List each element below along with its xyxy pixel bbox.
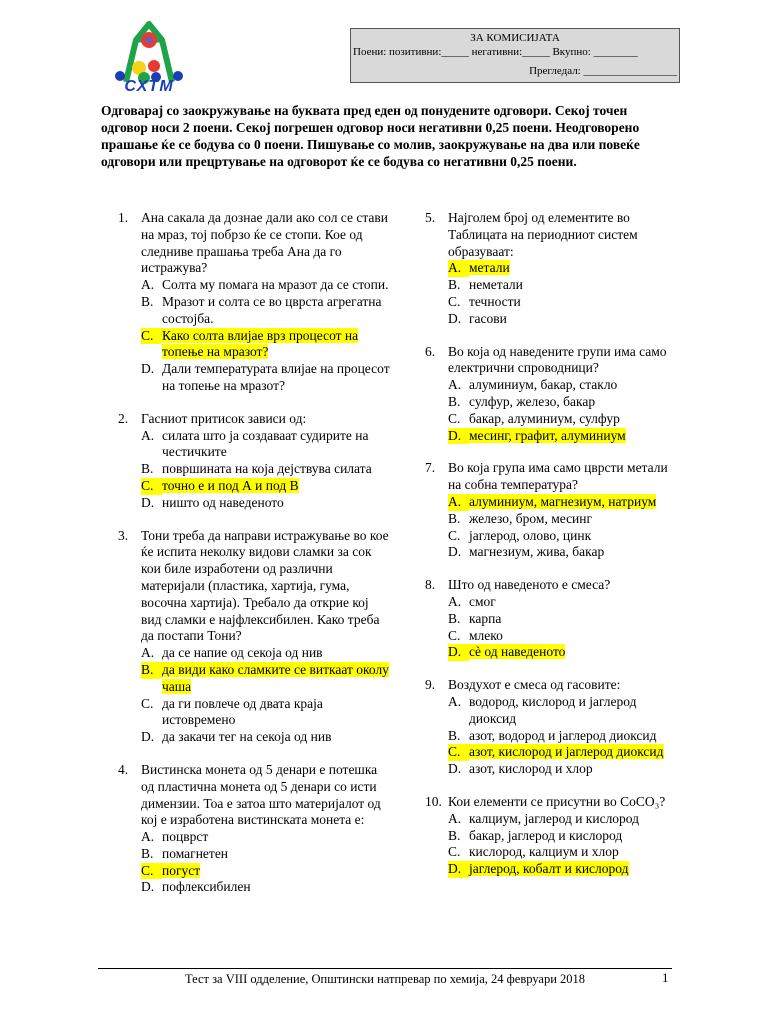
option-letter: B. bbox=[448, 393, 461, 409]
footer-text: Тест за VIII одделение, Општински натпревар по хемија, 24 февруари 2018 bbox=[184, 972, 586, 986]
question-text: Што од наведеното е смеса? bbox=[448, 577, 611, 593]
option-letter: C. bbox=[141, 863, 162, 880]
option-text: сулфур, железо, бакар bbox=[469, 393, 596, 409]
option-text-wrap bbox=[162, 846, 390, 863]
option-letter: D. bbox=[448, 428, 469, 445]
answer-option[interactable] bbox=[448, 828, 683, 845]
option-letter: D. bbox=[448, 544, 462, 560]
option-text-wrap bbox=[469, 594, 683, 611]
answer-option[interactable] bbox=[448, 728, 683, 745]
option-letter: D. bbox=[448, 310, 462, 326]
option-letter: A. bbox=[448, 693, 462, 709]
option-text-wrap bbox=[469, 260, 683, 277]
option-text-wrap bbox=[162, 328, 390, 362]
question bbox=[118, 411, 390, 512]
option-text: метали bbox=[469, 260, 510, 276]
option-letter: B. bbox=[448, 277, 461, 293]
option-text: алуминиум, бакар, стакло bbox=[469, 377, 618, 393]
option-text: азот, кислород и јаглерод диоксид bbox=[469, 744, 664, 760]
question-stem bbox=[425, 210, 683, 260]
option-text-wrap bbox=[469, 511, 683, 528]
answer-option[interactable] bbox=[448, 311, 683, 328]
option-text: месинг, графит, алуминиум bbox=[469, 427, 626, 443]
commission-reviewer-row: Прегледал: _________________ bbox=[529, 65, 677, 77]
answer-options bbox=[448, 811, 683, 878]
option-text-wrap bbox=[162, 361, 390, 395]
option-text-wrap bbox=[162, 294, 390, 328]
option-letter: D. bbox=[141, 361, 155, 377]
question bbox=[118, 762, 390, 896]
question bbox=[425, 460, 683, 561]
page-number: 1 bbox=[662, 970, 669, 985]
commission-box bbox=[350, 28, 680, 83]
option-text-wrap bbox=[162, 729, 390, 746]
question-number: 3. bbox=[118, 527, 129, 543]
option-text: течности bbox=[469, 293, 521, 309]
answer-option[interactable] bbox=[448, 628, 683, 645]
answer-option[interactable] bbox=[448, 744, 683, 761]
option-letter: C. bbox=[448, 527, 461, 543]
question-number: 2. bbox=[118, 410, 129, 426]
answer-option[interactable] bbox=[141, 846, 390, 863]
option-text-wrap bbox=[162, 645, 390, 662]
answer-options bbox=[448, 594, 683, 661]
question-number: 9. bbox=[425, 677, 436, 693]
option-text: кислород, калциум и хлор bbox=[469, 844, 619, 860]
option-letter: B. bbox=[141, 293, 154, 309]
question-stem bbox=[118, 528, 390, 646]
question bbox=[425, 794, 683, 878]
answer-option[interactable] bbox=[141, 729, 390, 746]
question-text: Ана сакала да дознае дали ако сол се стави на мраз, тој побрзо ќе се стопи. Кое од следниве прашања треба Ана да го истражува? bbox=[141, 210, 388, 276]
option-letter: A. bbox=[448, 377, 462, 393]
question-stem bbox=[425, 794, 683, 811]
questions-left-column bbox=[118, 210, 390, 912]
answer-option[interactable] bbox=[448, 377, 683, 394]
answer-option[interactable] bbox=[448, 511, 683, 528]
option-text-wrap bbox=[469, 728, 683, 745]
option-text-wrap bbox=[469, 294, 683, 311]
answer-option[interactable] bbox=[141, 696, 390, 730]
answer-option[interactable] bbox=[448, 260, 683, 277]
question-number: 10. bbox=[425, 793, 442, 809]
answer-option[interactable] bbox=[141, 645, 390, 662]
question bbox=[425, 210, 683, 328]
option-letter: D. bbox=[141, 879, 155, 895]
option-text-wrap bbox=[162, 277, 390, 294]
option-text: погуст bbox=[162, 862, 201, 878]
question bbox=[425, 344, 683, 445]
option-letter: A. bbox=[141, 277, 155, 293]
option-text: да ги повлече од двата краја истовремено bbox=[162, 695, 323, 728]
answer-option[interactable] bbox=[141, 662, 390, 696]
answer-option[interactable] bbox=[141, 829, 390, 846]
question-text: Тони треба да направи истражување во кое ќе испита неколку видови сламки за сок кои биле изработени од различни материјали (пластика, хартија, гума, восочна хартија). Требало да открие кој вид сламки е најфлексибилен. Како треба да постапи Тони? bbox=[141, 527, 389, 644]
option-letter: A. bbox=[448, 810, 462, 826]
option-text: водород, кислород и јаглерод диоксид bbox=[469, 693, 637, 726]
answer-option[interactable] bbox=[448, 694, 683, 728]
option-text-wrap bbox=[469, 828, 683, 845]
question-stem bbox=[118, 762, 390, 829]
option-text-wrap bbox=[162, 829, 390, 846]
option-letter: B. bbox=[448, 510, 461, 526]
option-letter: C. bbox=[141, 695, 154, 711]
option-text: јаглерод, кобалт и кислород bbox=[469, 861, 629, 877]
option-text-wrap bbox=[162, 428, 390, 462]
question bbox=[425, 577, 683, 661]
answer-options bbox=[141, 645, 390, 746]
option-text: ништо од наведеното bbox=[162, 494, 284, 510]
question-number: 1. bbox=[118, 210, 129, 225]
option-letter: B. bbox=[448, 827, 461, 843]
question-stem bbox=[425, 577, 683, 594]
option-text-wrap bbox=[469, 628, 683, 645]
option-text: точно е и под А и под В bbox=[162, 477, 299, 493]
option-text-wrap bbox=[469, 394, 683, 411]
question-text: Кои елементи се присутни во CoCO₃? bbox=[448, 793, 666, 809]
option-letter: B. bbox=[141, 662, 162, 679]
answer-option[interactable] bbox=[141, 478, 390, 495]
option-letter: B. bbox=[141, 461, 154, 477]
answer-options bbox=[141, 277, 390, 395]
option-text: магнезиум, жива, бакар bbox=[469, 544, 605, 560]
answer-option[interactable] bbox=[141, 361, 390, 395]
answer-options bbox=[448, 377, 683, 444]
option-text-wrap bbox=[469, 377, 683, 394]
answer-option[interactable] bbox=[141, 277, 390, 294]
answer-option[interactable] bbox=[448, 811, 683, 828]
option-letter: B. bbox=[448, 727, 461, 743]
option-letter: A. bbox=[448, 260, 469, 277]
option-text-wrap bbox=[469, 694, 683, 728]
question-stem bbox=[118, 210, 390, 277]
questions-right-column bbox=[425, 210, 683, 894]
option-letter: D. bbox=[448, 761, 462, 777]
option-text: млеко bbox=[469, 627, 503, 643]
question-text: Гасниот притисок зависи од: bbox=[141, 410, 307, 426]
option-text-wrap bbox=[469, 644, 683, 661]
question-number: 8. bbox=[425, 577, 436, 593]
question bbox=[118, 528, 390, 746]
answer-option[interactable] bbox=[448, 294, 683, 311]
option-text-wrap bbox=[162, 495, 390, 512]
option-text-wrap bbox=[469, 611, 683, 628]
option-text-wrap bbox=[162, 696, 390, 730]
commission-title: ЗА КОМИСИЈАТА bbox=[470, 32, 560, 44]
answer-option[interactable] bbox=[448, 644, 683, 661]
answer-option[interactable] bbox=[448, 428, 683, 445]
option-text: да види како сламките се виткаат околу чаша bbox=[162, 661, 389, 694]
option-text-wrap bbox=[162, 879, 390, 896]
option-text: поцврст bbox=[162, 829, 209, 845]
commission-points-row: Поени: позитивни:_____ негативни:_____ Вкупно: ________ bbox=[353, 46, 638, 58]
question-text: Вистинска монета од 5 денари е потешка од пластична монета од 5 денари со исти димензии. Тоа е затоа што материјалот од кој е изработена вистинската монета е: bbox=[141, 761, 381, 828]
answer-option[interactable] bbox=[448, 761, 683, 778]
answer-options bbox=[448, 694, 683, 778]
answer-option[interactable] bbox=[141, 428, 390, 462]
option-letter: A. bbox=[141, 427, 155, 443]
option-text: гасови bbox=[469, 310, 507, 326]
answer-options bbox=[141, 428, 390, 512]
answer-option[interactable] bbox=[448, 394, 683, 411]
answer-option[interactable] bbox=[141, 879, 390, 896]
option-text-wrap bbox=[469, 277, 683, 294]
option-letter: A. bbox=[141, 829, 155, 845]
answer-option[interactable] bbox=[141, 294, 390, 328]
option-text: пофлексибилен bbox=[162, 879, 251, 895]
question-stem bbox=[118, 411, 390, 428]
option-letter: A. bbox=[141, 645, 155, 661]
question-stem bbox=[425, 677, 683, 694]
option-text: железо, бром, месинг bbox=[469, 510, 593, 526]
option-letter: C. bbox=[448, 744, 469, 761]
option-letter: D. bbox=[141, 494, 155, 510]
answer-option[interactable] bbox=[141, 328, 390, 362]
option-text-wrap bbox=[469, 861, 683, 878]
option-letter: A. bbox=[448, 494, 469, 511]
option-text: азот, кислород и хлор bbox=[469, 761, 593, 777]
option-letter: B. bbox=[448, 610, 461, 626]
option-letter: C. bbox=[141, 478, 162, 495]
answer-option[interactable] bbox=[448, 528, 683, 545]
question bbox=[118, 210, 390, 395]
option-text-wrap bbox=[162, 863, 390, 880]
option-text: да се напие од секоја од нив bbox=[162, 645, 323, 661]
question-number: 5. bbox=[425, 210, 436, 225]
question-stem bbox=[425, 344, 683, 378]
question-number: 4. bbox=[118, 761, 129, 777]
option-text-wrap bbox=[469, 844, 683, 861]
answer-option[interactable] bbox=[448, 277, 683, 294]
answer-option[interactable] bbox=[448, 544, 683, 561]
option-text: карпа bbox=[469, 610, 502, 626]
option-text-wrap bbox=[162, 478, 390, 495]
answer-option[interactable] bbox=[448, 494, 683, 511]
question-text: Воздухот е смеса од гасовите: bbox=[448, 677, 621, 693]
option-text: Солта му помага на мразот да се стопи. bbox=[162, 277, 389, 293]
option-text-wrap bbox=[162, 662, 390, 696]
answer-option[interactable] bbox=[141, 495, 390, 512]
answer-option[interactable] bbox=[448, 844, 683, 861]
logo-text: СХТМ bbox=[124, 78, 174, 95]
option-text-wrap bbox=[162, 461, 390, 478]
option-text: азот, водород и јаглерод диоксид bbox=[469, 727, 657, 743]
option-letter: A. bbox=[448, 593, 462, 609]
option-text-wrap bbox=[469, 411, 683, 428]
option-text: неметали bbox=[469, 277, 523, 293]
option-text-wrap bbox=[469, 744, 683, 761]
option-text: силата што ја создаваат судирите на честичките bbox=[162, 427, 369, 460]
question-text: Најголем број од елементите во Таблицата на периодниот систем образуваат: bbox=[448, 210, 638, 259]
option-text-wrap bbox=[469, 311, 683, 328]
option-letter: C. bbox=[448, 844, 461, 860]
option-text: бакар, алуминиум, сулфур bbox=[469, 410, 620, 426]
option-letter: B. bbox=[141, 845, 154, 861]
option-text: Како солта влијае врз процесот на топење на мразот? bbox=[162, 327, 359, 360]
option-text: калциум, јаглерод и кислород bbox=[469, 810, 640, 826]
answer-option[interactable] bbox=[448, 861, 683, 878]
answer-option[interactable] bbox=[448, 594, 683, 611]
option-letter: D. bbox=[448, 861, 469, 878]
option-letter: C. bbox=[448, 627, 461, 643]
option-text-wrap bbox=[469, 494, 683, 511]
option-letter: D. bbox=[448, 644, 469, 661]
option-letter: C. bbox=[141, 328, 162, 345]
answer-option[interactable] bbox=[448, 611, 683, 628]
option-text: смог bbox=[469, 593, 496, 609]
question bbox=[425, 677, 683, 778]
instructions: Одговарај со заокружување на буквата пред еден од понудените одговори. Секој точен одговор носи 2 поени. Секој погрешен одговор носи негативни 0,25 поени. Неодговорено прашање ќе се бодува со 0 поени. Пишување со молив, заокружување на два или повеќе одговори или прецртување на одговорот ќе се бодува со негативни 0,25 поени. bbox=[101, 103, 640, 169]
option-letter: C. bbox=[448, 410, 461, 426]
option-text-wrap bbox=[469, 811, 683, 828]
question-stem bbox=[425, 460, 683, 494]
option-text-wrap bbox=[469, 761, 683, 778]
option-text-wrap bbox=[469, 544, 683, 561]
option-letter: C. bbox=[448, 293, 461, 309]
question-text: Во која група има само цврсти метали на собна температура? bbox=[448, 460, 668, 493]
option-text: Дали температурата влијае на процесот на топење на мразот? bbox=[162, 361, 390, 393]
option-text: да закачи тег на секоја од нив bbox=[162, 729, 332, 745]
option-text: површината на која дејствува силата bbox=[162, 461, 372, 477]
answer-option[interactable] bbox=[448, 411, 683, 428]
answer-option[interactable] bbox=[141, 863, 390, 880]
answer-options bbox=[141, 829, 390, 896]
answer-option[interactable] bbox=[141, 461, 390, 478]
option-text: бакар, јаглерод и кислород bbox=[469, 827, 623, 843]
option-text: алуминиум, магнезиум, натриум bbox=[469, 493, 657, 509]
answer-options bbox=[448, 494, 683, 561]
option-letter: D. bbox=[141, 729, 155, 745]
option-text: сè од наведеното bbox=[469, 644, 566, 660]
question-number: 6. bbox=[425, 343, 436, 359]
option-text: помагнетен bbox=[162, 845, 229, 861]
answer-options bbox=[448, 260, 683, 327]
question-text: Во која од наведените групи има само електрични спроводници? bbox=[448, 343, 667, 376]
option-text: јаглерод, олово, цинк bbox=[469, 527, 592, 543]
option-text-wrap bbox=[469, 528, 683, 545]
footer-divider bbox=[98, 968, 672, 969]
option-text: Мразот и солта се во цврста агрегатна состојба. bbox=[162, 293, 382, 326]
option-text-wrap bbox=[469, 428, 683, 445]
question-number: 7. bbox=[425, 460, 436, 476]
